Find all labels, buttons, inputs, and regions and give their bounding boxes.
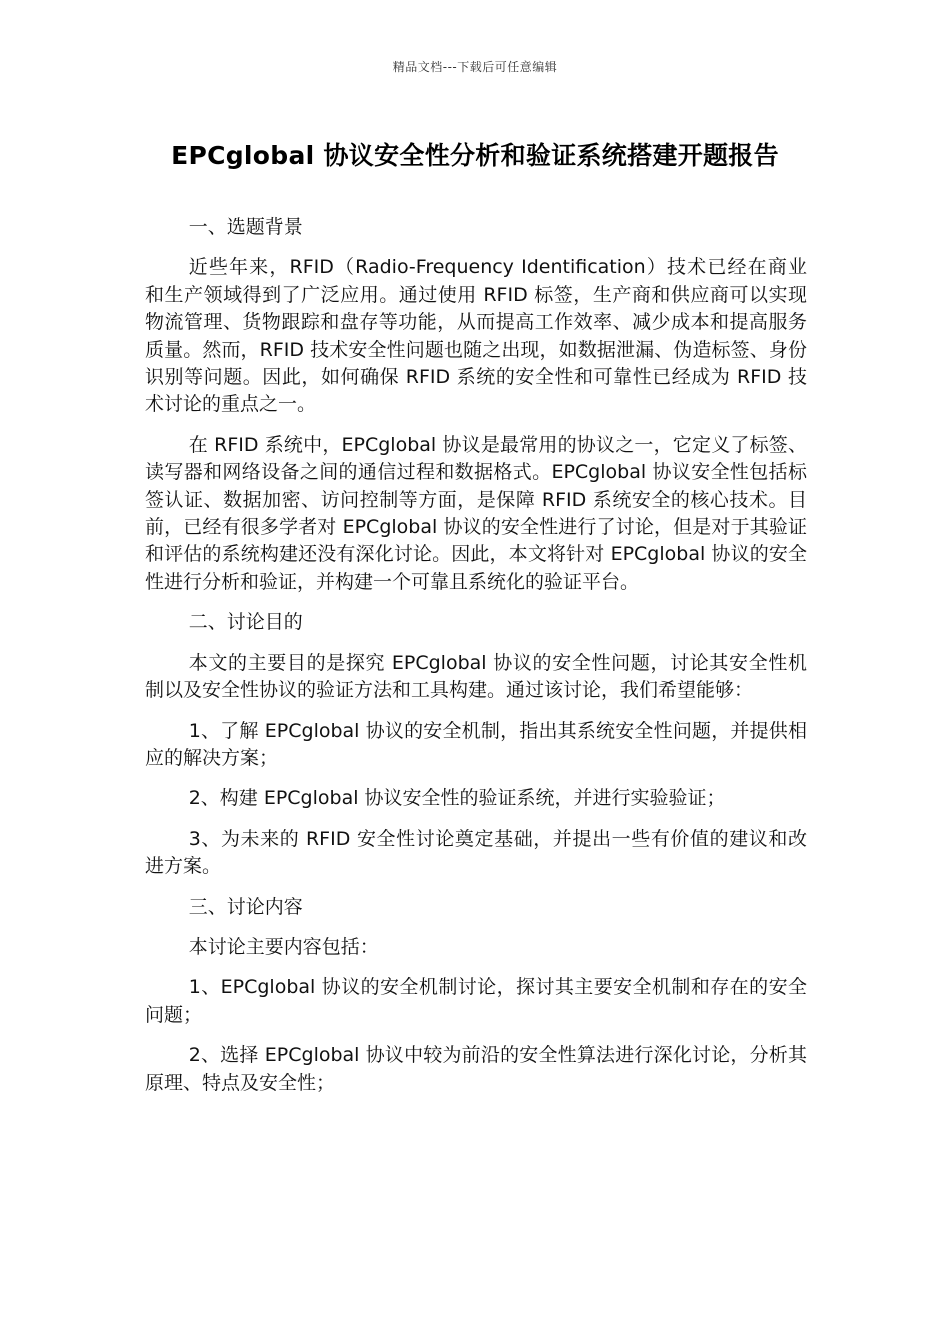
list-item: 2、选择 EPCglobal 协议中较为前沿的安全性算法进行深化讨论，分析其原理、特点及安全性； [145, 1044, 807, 1094]
document-body [145, 214, 807, 1110]
list-item: 3、为未来的 RFID 安全性讨论奠定基础，并提出一些有价值的建议和改进方案。 [145, 827, 807, 878]
header-note: 精品文档---下载后可任意编辑 [392, 60, 558, 74]
paragraph: 本文的主要目的是探究 EPCglobal 协议的安全性问题，讨论其安全性机制以及安全性协议的验证方法和工具构建。通过该讨论，我们希望能够： [145, 651, 807, 702]
section-heading-content: 三、讨论内容 [188, 895, 303, 918]
section-heading-background: 一、选题背景 [188, 216, 303, 238]
list-item: 2、构建 EPCglobal 协议安全性的验证系统，并进行实验验证； [188, 787, 726, 810]
section-heading-purpose: 二、讨论目的 [188, 611, 303, 634]
paragraph: 近些年来，RFID（Radio-Frequency Identification）技术已经在商业和生产领域得到了广泛应用。通过使用 RFID 标签，生产商和供应商可以实现物流管理、货物跟踪和盘存等功能，从而提高工作效率、减少成本和提高服务质量。然而，RFID 技术安全性问题也随之出现，如数据泄漏、伪造标签、身份识别等问题。因此，如何确保 RFID 系统的安全性和可靠性已经成为 RFID 技术讨论的重点之一。 [145, 256, 807, 416]
paragraph: 本讨论主要内容包括： [188, 935, 379, 958]
paragraph: 在 RFID 系统中，EPCglobal 协议是最常用的协议之一，它定义了标签、读写器和网络设备之间的通信过程和数据格式。EPCglobal 协议安全性包括标签认证、数据加密、访问控制等方面，是保障 RFID 系统安全的核心技术。目前，已经有很多学者对 EPCglobal 协议的安全性进行了讨论，但是对于其验证和评估的系统构建还没有深化讨论。因此，本文将针对 EPCglobal 协议的安全性进行分析和验证，并构建一个可靠且系统化的验证平台。 [145, 433, 807, 593]
list-item: 1、EPCglobal 协议的安全机制讨论，探讨其主要安全机制和存在的安全问题； [145, 976, 807, 1026]
document-title: EPCglobal 协议安全性分析和验证系统搭建开题报告 [171, 141, 779, 170]
list-item: 1、了解 EPCglobal 协议的安全机制，指出其系统安全性问题，并提供相应的解决方案； [145, 719, 807, 769]
